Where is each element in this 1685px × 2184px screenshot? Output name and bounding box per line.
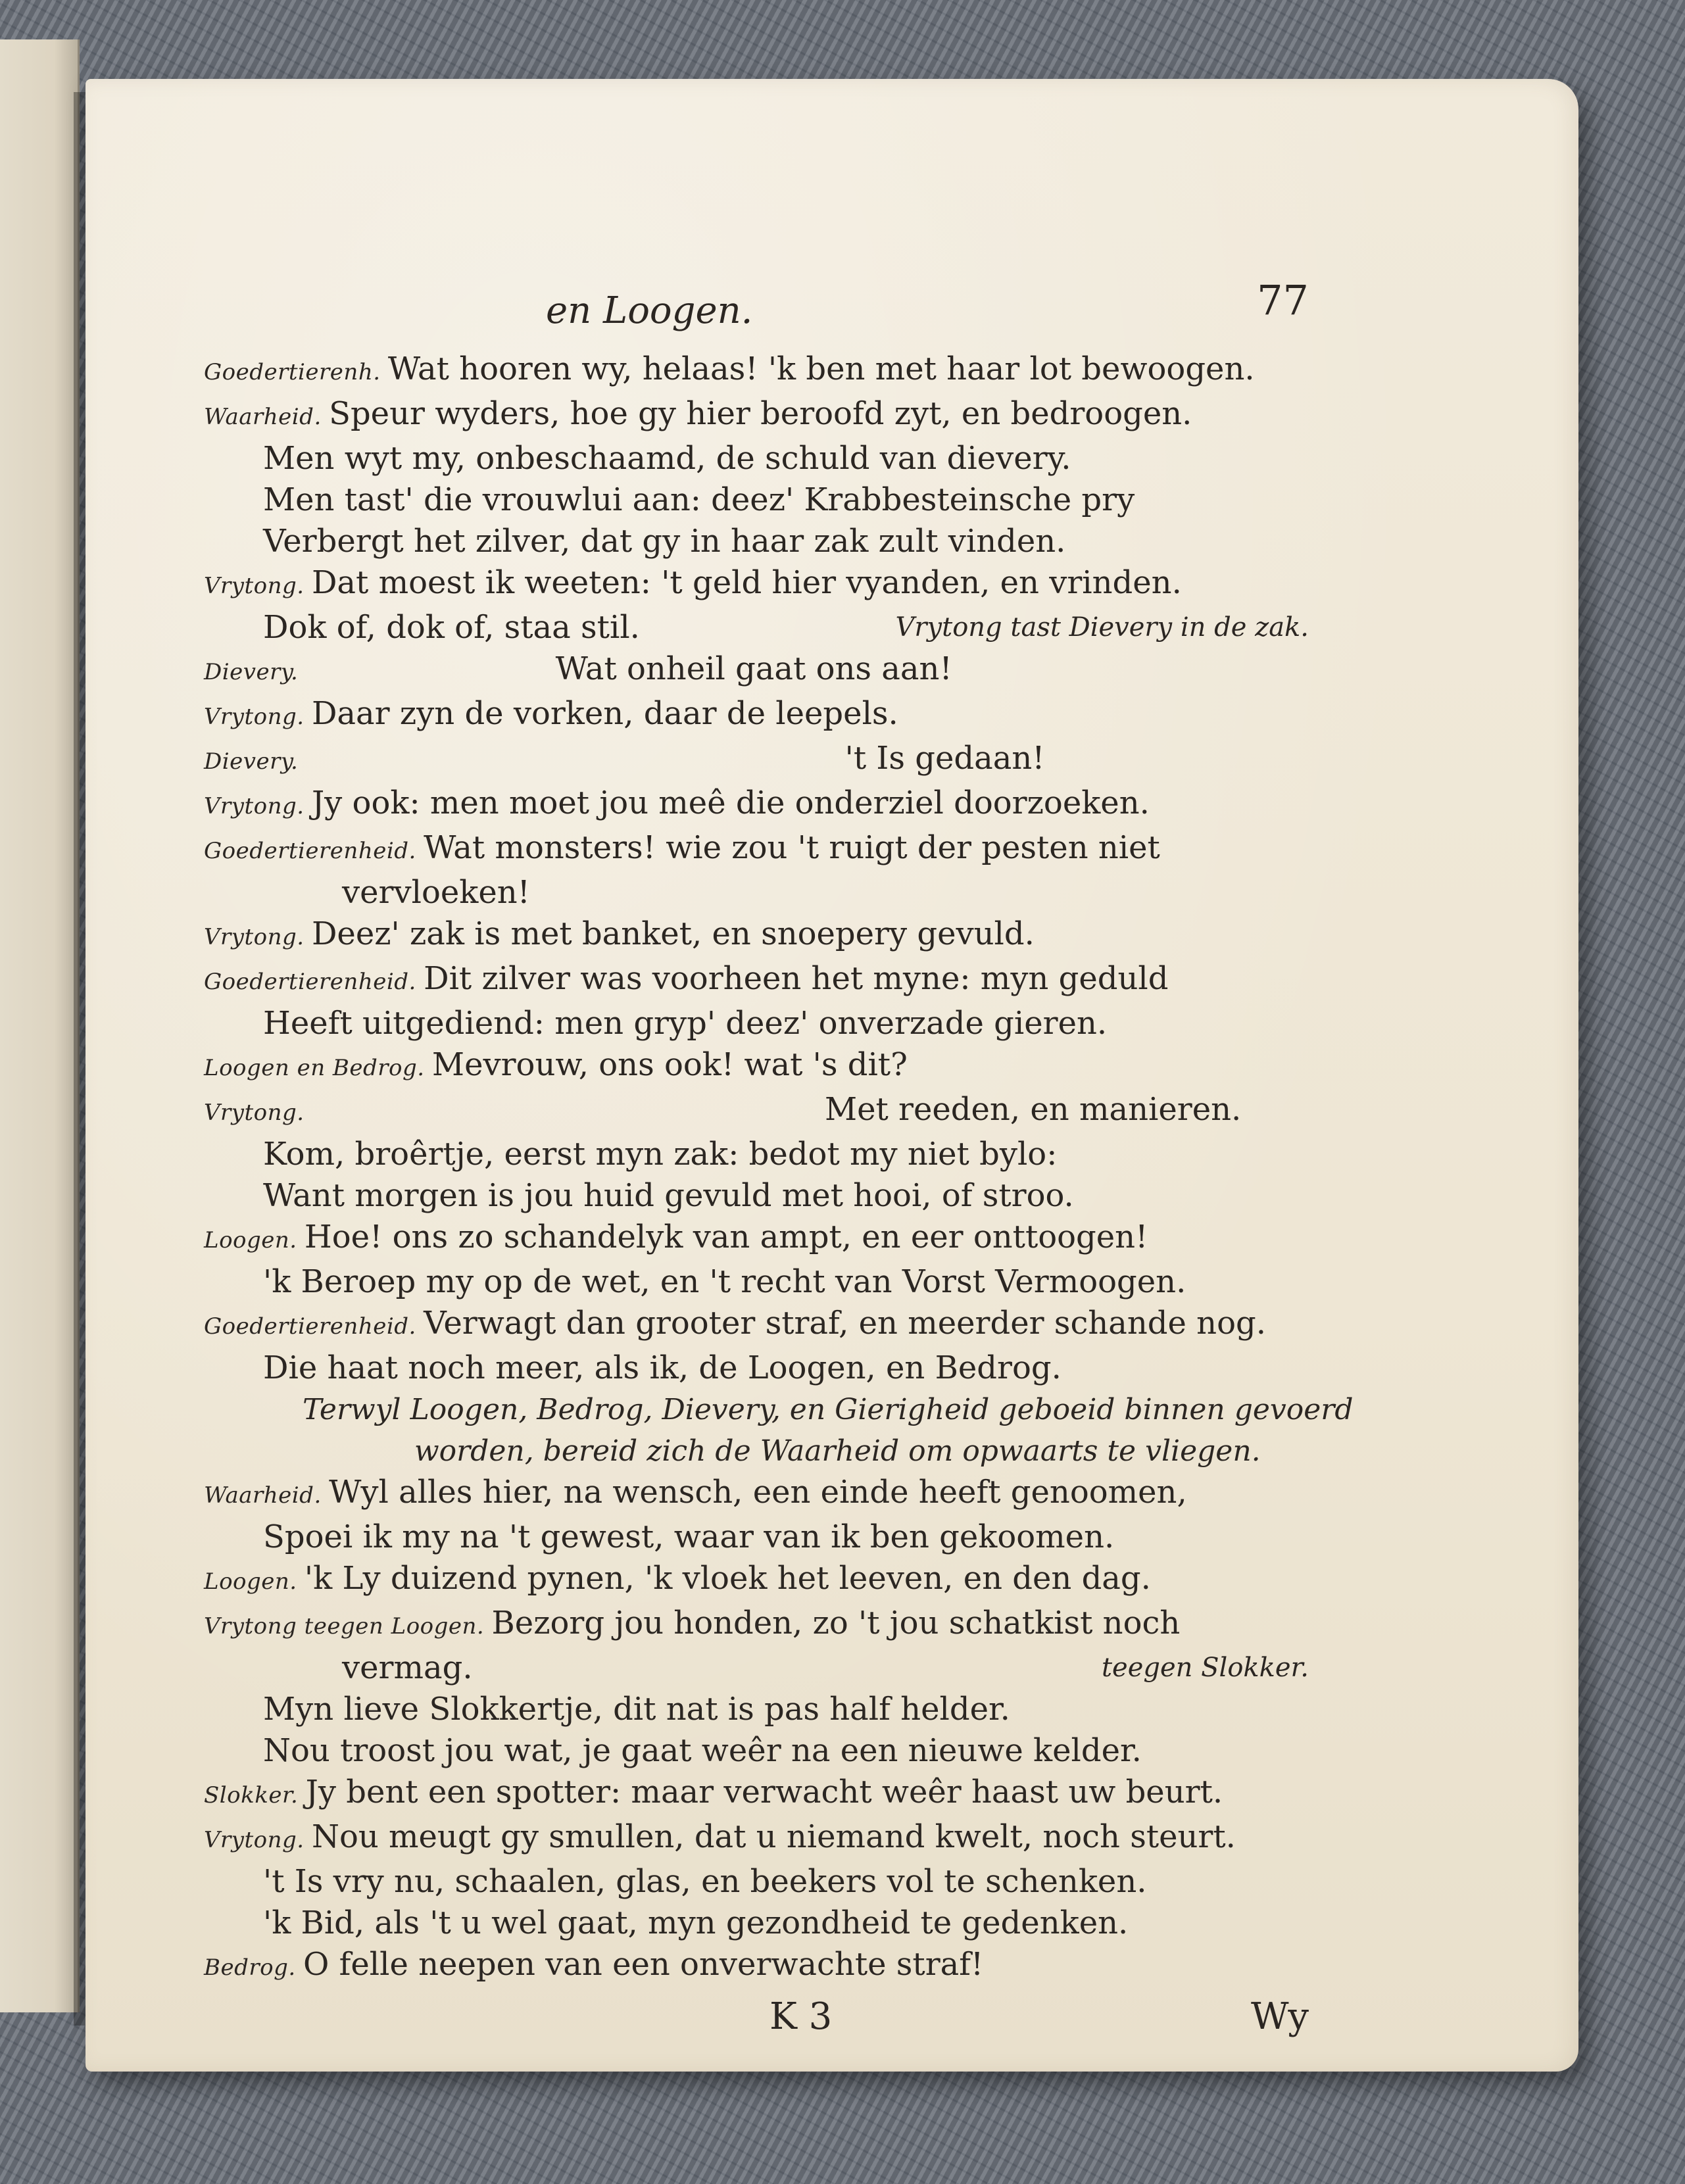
running-head: en Loogen. — [546, 289, 753, 332]
text-line — [204, 1603, 1309, 1647]
line-text: Men wyt my, onbeschaamd, de schuld van dievery. — [263, 440, 1071, 477]
text-line — [204, 521, 1309, 562]
text-line — [204, 393, 1309, 438]
text-line — [204, 1003, 1309, 1044]
text-line — [204, 1517, 1309, 1558]
line-text: Verwagt dan grooter straf, en meerder schande nog. — [424, 1305, 1266, 1342]
stage-direction: Vrytong tast Dievery in de zak. — [895, 612, 1309, 643]
stage-direction-line — [204, 1430, 1309, 1472]
catchword: Wy — [1251, 1995, 1309, 2038]
text-line — [204, 1175, 1309, 1217]
line-text: vermag. — [342, 1649, 473, 1686]
line-text: Bezorg jou honden, zo 't jou schatkist noch — [491, 1605, 1181, 1641]
text-line — [204, 1044, 1309, 1089]
line-text: 'k Beroep my op de wet, en 't recht van Vorst Vermoogen. — [263, 1263, 1186, 1300]
line-text: Kom, broêrtje, eerst myn zak: bedot my niet bylo: — [263, 1136, 1058, 1173]
line-text: Hoe! ons zo schandelyk van ampt, en eer onttoogen! — [304, 1219, 1148, 1255]
speaker-name: Dievery. — [204, 659, 306, 685]
speaker-name: Dievery. — [204, 748, 306, 775]
line-text: Wat monsters! wie zou 't ruigt der pesten niet — [424, 829, 1160, 866]
text-line — [204, 349, 1309, 393]
stage-direction-line — [204, 1389, 1354, 1430]
line-text: Wat hooren wy, helaas! 'k ben met haar lot bewoogen. — [387, 351, 1255, 387]
page-number: 77 — [1257, 276, 1309, 324]
text-line — [204, 783, 1309, 827]
line-text: Dat moest ik weeten: 't geld hier vyanden, en vrinden. — [311, 564, 1182, 601]
speaker-name: Vrytong. — [204, 1827, 312, 1853]
speaker-name: Vrytong teegen Loogen. — [204, 1613, 492, 1639]
speaker-name: Vrytong. — [204, 1100, 312, 1126]
line-text: Jy bent een spotter: maar verwacht weêr haast uw beurt. — [305, 1774, 1223, 1810]
stage-direction: teegen Slokker. — [1101, 1653, 1309, 1683]
line-text: Nou troost jou wat, je gaat weêr na een nieuwe kelder. — [263, 1732, 1142, 1769]
line-text: Die haat noch meer, als ik, de Loogen, en Bedrog. — [263, 1349, 1062, 1386]
text-line — [204, 562, 1309, 607]
text-line — [204, 1903, 1309, 1944]
text-line — [204, 872, 1309, 913]
previous-page-edge — [0, 39, 80, 2012]
text-line — [204, 1689, 1309, 1730]
line-text: Jy ook: men moet jou meê die onderziel doorzoeken. — [311, 785, 1150, 821]
text-line — [204, 958, 1309, 1003]
speaker-name: Vrytong. — [204, 793, 312, 819]
line-text: Dit zilver was voorheen het myne: myn geduld — [424, 960, 1169, 997]
book-page — [85, 79, 1578, 2072]
speaker-name: Vrytong. — [204, 573, 312, 599]
text-line — [204, 1303, 1309, 1347]
text-line — [204, 1217, 1309, 1261]
text-line — [204, 1347, 1309, 1389]
text-line — [204, 1472, 1309, 1517]
stage-direction: worden, bereid zich de Waarheid om opwaarts te vliegen. — [414, 1434, 1261, 1468]
text-line — [204, 1730, 1309, 1772]
text-line — [204, 648, 1309, 693]
speaker-name: Bedrog. — [204, 1954, 303, 1981]
speaker-name: Waarheid. — [204, 404, 330, 430]
line-text: Want morgen is jou huid gevuld met hooi, of stroo. — [263, 1177, 1074, 1214]
line-text: Heeft uitgediend: men gryp' deez' onverzade gieren. — [263, 1005, 1108, 1042]
text-line — [204, 1772, 1309, 1816]
line-text: Verbergt het zilver, dat gy in haar zak zult vinden. — [263, 523, 1066, 560]
line-text: Spoei ik my na 't gewest, waar van ik ben gekoomen. — [263, 1518, 1115, 1555]
line-text: Nou meugt gy smullen, dat u niemand kwelt, noch steurt. — [311, 1818, 1236, 1855]
text-line — [204, 479, 1309, 521]
speaker-name: Vrytong. — [204, 924, 312, 950]
speaker-name: Goedertierenheid. — [204, 838, 424, 864]
line-text: Daar zyn de vorken, daar de leepels. — [311, 695, 898, 732]
text-line — [204, 1944, 1309, 1989]
text-line — [204, 693, 1309, 738]
text-line — [204, 1134, 1309, 1175]
speaker-name: Waarheid. — [204, 1482, 330, 1509]
speaker-name: Vrytong. — [204, 704, 312, 730]
stage-direction: Terwyl Loogen, Bedrog, Dievery, en Gierigheid geboeid binnen gevoerd — [303, 1393, 1354, 1426]
text-line — [204, 438, 1309, 479]
speaker-name: Loogen. — [204, 1568, 305, 1595]
text-line — [204, 1089, 1309, 1134]
speaker-name: Loogen. — [204, 1227, 305, 1253]
line-text: Mevrouw, ons ook! wat 's dit? — [431, 1046, 908, 1083]
text-line — [204, 827, 1309, 872]
text-line — [204, 1558, 1309, 1603]
text-line — [204, 738, 1309, 783]
speaker-name: Loogen en Bedrog. — [204, 1055, 432, 1081]
line-text: vervloeken! — [342, 874, 530, 911]
text-line — [204, 1861, 1309, 1903]
text-line — [204, 1261, 1309, 1303]
line-text: Men tast' die vrouwlui aan: deez' Krabbesteinsche pry — [263, 481, 1135, 518]
line-text: 'k Ly duizend pynen, 'k vloek het leeven, en den dag. — [304, 1560, 1151, 1597]
line-text: Deez' zak is met banket, en snoepery gevuld. — [311, 915, 1035, 952]
speaker-name: Slokker. — [204, 1782, 306, 1808]
speaker-name: Goedertierenheid. — [204, 1313, 424, 1340]
line-text: 't Is gedaan! — [844, 740, 1045, 777]
speaker-name: Goedertierenheid. — [204, 969, 424, 995]
line-text: Wyl alles hier, na wensch, een einde heeft genoomen, — [329, 1474, 1187, 1511]
line-text: Speur wyders, hoe gy hier beroofd zyt, en bedroogen. — [329, 395, 1192, 432]
text-line — [204, 1816, 1309, 1861]
line-text: Met reeden, en manieren. — [824, 1091, 1242, 1128]
line-text: Myn lieve Slokkertje, dit nat is pas half helder. — [263, 1691, 1010, 1728]
page-text — [204, 276, 1354, 2048]
signature-mark: K 3 — [769, 1995, 833, 2038]
line-text: Wat onheil gaat ons aan! — [555, 650, 952, 687]
page-footer — [204, 1995, 1309, 2048]
line-text: 't Is vry nu, schaalen, glas, en beekers vol te schenken. — [263, 1863, 1147, 1900]
line-text: O felle neepen van een onverwachte straf! — [303, 1946, 984, 1983]
speaker-name: Goedertierenh. — [204, 359, 388, 385]
line-text: Dok of, dok of, staa stil. — [263, 609, 640, 646]
text-line — [204, 607, 1309, 648]
text-line — [204, 1647, 1309, 1689]
text-line — [204, 913, 1309, 958]
line-text: 'k Bid, als 't u wel gaat, myn gezondheid te gedenken. — [263, 1905, 1129, 1941]
page-header — [204, 276, 1309, 349]
